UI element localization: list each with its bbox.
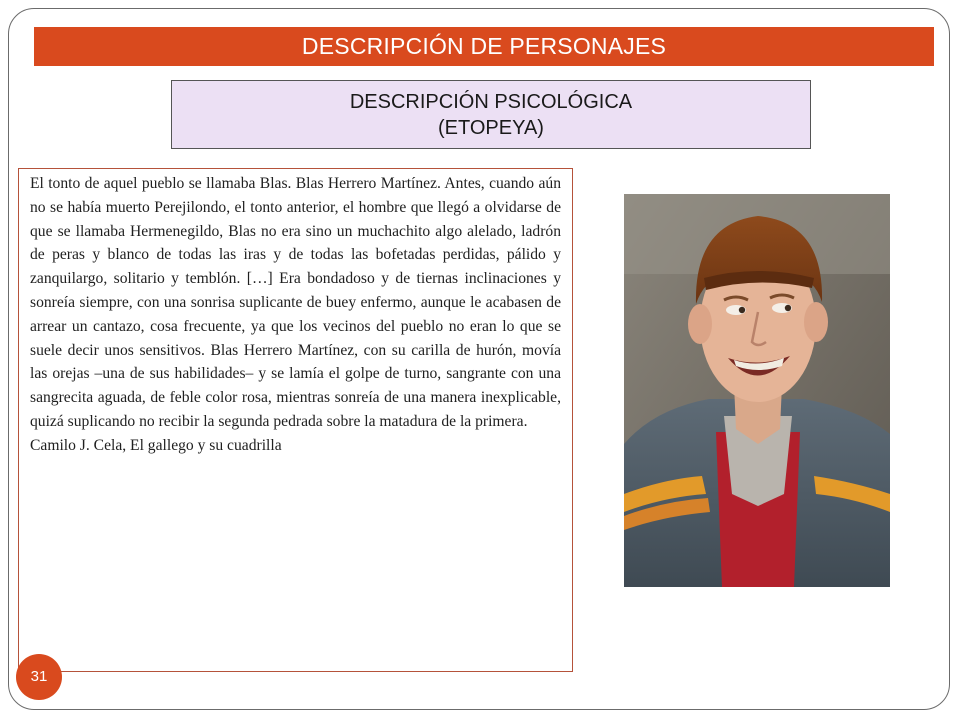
passage-text: El tonto de aquel pueblo se llamaba Blas. Blas Herrero Martínez. Antes, cuando aún no se había muerto Perejilondo, el tonto anterior, el hombre que llegó a olvidarse de que se llamaba Hermenegildo, Blas no era sino un muchachito algo alelado, ladrón de peras y blanco de todas las iras y de todas las bofetadas perdidas, pálido y zanquilargo, solitario y temblón. […] Era bondadoso y de tiernas inclinaciones y sonreía siempre, con una sonrisa suplicante de buey enfermo, aunque le acabasen de arrear un cantazo, cosa frecuente, ya que los vecinos del pueblo no eran lo que se suele decir unos sensitivos. Blas Herrero Martínez, con su carilla de hurón, movía las orejas –una de sus habilidades– y se lamía el golpe de turno, sangrante con una sangrecita aguada, de feble color rosa, mientras sonreía de una manera inexplicable, quizá suplicando no recibir la segunda pedrada sobre la matadura de la primera. — [30, 175, 561, 430]
subtitle-box — [171, 80, 811, 149]
subtitle-line-2: (ETOPEYA) — [438, 117, 544, 139]
character-photo-illustration — [624, 194, 890, 587]
subtitle-line-1: DESCRIPCIÓN PSICOLÓGICA — [349, 91, 633, 113]
page-number-badge: 31 — [16, 654, 62, 700]
passage-attribution: Camilo J. Cela, El gallego y su cuadrilla — [30, 436, 282, 454]
passage-box — [18, 168, 573, 672]
character-photo — [624, 194, 890, 587]
slide-title: DESCRIPCIÓN DE PERSONAJES — [34, 27, 934, 66]
